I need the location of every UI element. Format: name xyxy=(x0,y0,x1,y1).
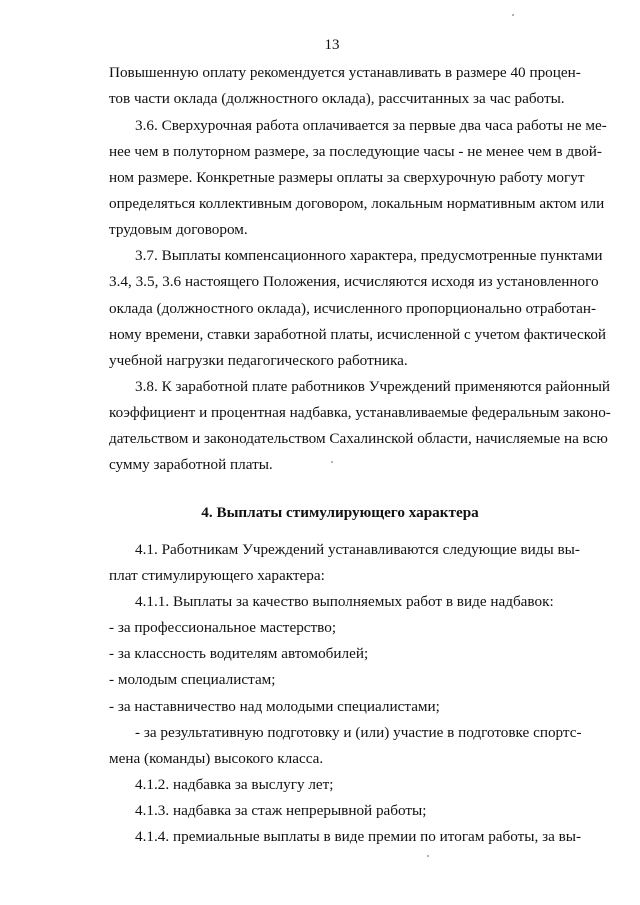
paragraph-line: 3.7. Выплаты компенсационного характера, предусмотренные пунктами xyxy=(135,247,603,264)
paragraph-line: определяться коллективным договором, локальным нормативным актом или xyxy=(109,195,605,212)
paragraph-line: 4.1.3. надбавка за стаж непрерывной работы; xyxy=(135,802,427,819)
list-item: - за классность водителям автомобилей; xyxy=(109,645,369,662)
scan-speck xyxy=(427,855,429,857)
section-heading: 4. Выплаты стимулирующего характера xyxy=(201,504,479,521)
page-number: 13 xyxy=(324,37,340,53)
list-item: - за наставничество над молодыми специалистами; xyxy=(109,698,440,715)
paragraph-line: сумму заработной платы. xyxy=(109,456,273,473)
paragraph-line: нее чем в полуторном размере, за последующие часы - не менее чем в двой- xyxy=(109,143,602,160)
paragraph-line: 4.1.1. Выплаты за качество выполняемых работ в виде надбавок: xyxy=(135,593,554,610)
paragraph-line: плат стимулирующего характера: xyxy=(109,567,325,584)
paragraph-line: Повышенную оплату рекомендуется устанавливать в размере 40 процен- xyxy=(109,64,581,81)
paragraph-line: ному времени, ставки заработной платы, исчисленной с учетом фактической xyxy=(109,326,607,343)
paragraph-line: дательством и законодательством Сахалинской области, начисляемые на всю xyxy=(109,430,608,447)
paragraph-line: оклада (должностного оклада), исчисленного пропорционально отработан- xyxy=(109,300,597,317)
paragraph-line: мена (команды) высокого класса. xyxy=(109,750,324,767)
paragraph-line: учебной нагрузки педагогического работника. xyxy=(109,352,408,369)
paragraph-line: 4.1.2. надбавка за выслугу лет; xyxy=(135,776,334,793)
paragraph-line: трудовым договором. xyxy=(109,221,248,238)
paragraph-line: коэффициент и процентная надбавка, устанавливаемые федеральным законо- xyxy=(109,404,611,421)
paragraph-line: 4.1.4. премиальные выплаты в виде премии по итогам работы, за вы- xyxy=(135,828,582,845)
list-item: - молодым специалистам; xyxy=(109,671,276,688)
paragraph-line: 4.1. Работникам Учреждений устанавливаются следующие виды вы- xyxy=(135,541,580,558)
list-item: - за профессиональное мастерство; xyxy=(109,619,337,636)
paragraph-line: 3.4, 3.5, 3.6 настоящего Положения, исчисляются исходя из установленного xyxy=(109,273,599,290)
paragraph-line: 3.8. К заработной плате работников Учреждений применяются районный xyxy=(135,378,611,395)
paragraph-line: тов части оклада (должностного оклада), рассчитанных за час работы. xyxy=(109,90,565,107)
paragraph-line: 3.6. Сверхурочная работа оплачивается за первые два часа работы не ме- xyxy=(135,117,607,134)
scan-speck xyxy=(331,461,333,463)
list-item: - за результативную подготовку и (или) участие в подготовке спортс- xyxy=(135,724,582,741)
paragraph-line: ном размере. Конкретные размеры оплаты за сверхурочную работу могут xyxy=(109,169,585,186)
scan-speck xyxy=(512,14,514,16)
